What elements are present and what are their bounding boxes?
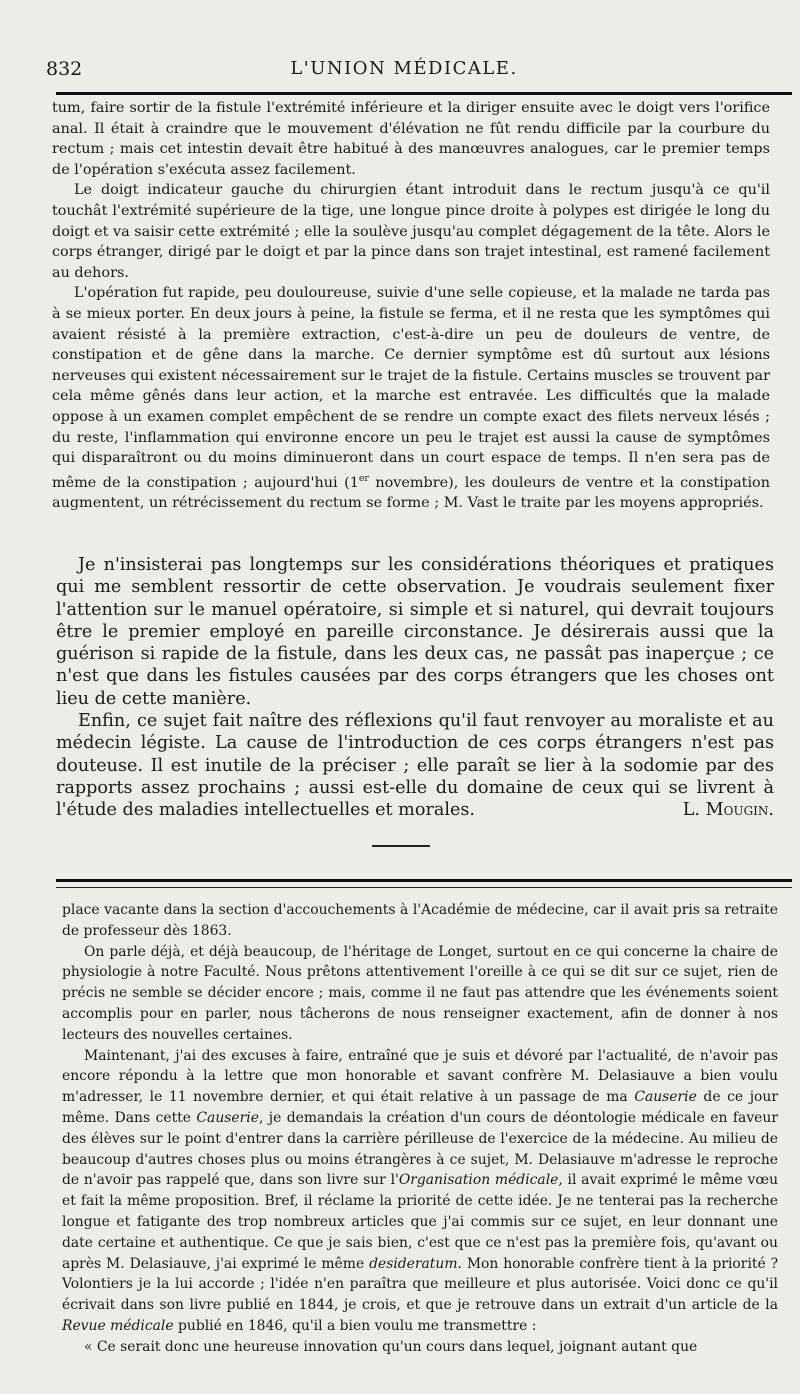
section-rule-lower (56, 887, 792, 888)
paragraph: Le doigt indicateur gauche du chirurgien étant introduit dans le rectum jusqu'à ce qu'il touchât l'extrémité supérieure de la tige, une longue pince droite à polypes est dirigée le long du doigt et va saisir cette extrémité ; elle la soulève jusqu'au complet dégagement de la tête. Alors le corps étranger, dirigé par le doigt et par la pince dans son trajet intestinal, est ramené facilement au dehors. (52, 182, 770, 281)
page-number: 832 (46, 58, 83, 80)
separator-rule (372, 845, 430, 847)
page-header (46, 58, 762, 84)
paragraph: place vacante dans la section d'accouchements à l'Académie de médecine, car il avait pris sa retraite de professeur dès 1863. (62, 902, 778, 939)
paragraph: Enfin, ce sujet fait naître des réflexions qu'il faut renvoyer au moraliste et au médecin légiste. La cause de l'introduction de ces corps étrangers n'est pas douteuse. Il est inutile de la préciser ; elle paraît se lier à la sodomie par des rapports assez prochains ; aussi est-elle du domaine de ceux qui se livrent à l'étude des maladies intellectuelles et morales. L. Mougin. (56, 711, 774, 821)
paragraph: L'opération fut rapide, peu douloureuse, suivie d'une selle copieuse, et la malade ne tarda pas à se mieux porter. En deux jours à peine, la fistule se ferma, et il ne resta que les symptômes qui avaient résisté à la première extraction, c'est-à-dire un peu de douleurs de ventre, de constipation et de gêne dans la marche. Ce dernier symptôme est dû surtout aux lésions nerveuses qui existent nécessairement sur le trajet de la fistule. Certains muscles se trouvent par cela même gênés dans leur action, et la marche est entravée. Les difficultés que la malade oppose à un examen complet empêchent de se rendre un compte exact des filets nerveux lésés ; du reste, l'inflammation qui environne encore un peu le trajet est aussi la cause de symptômes qui disparaîtront ou du moins diminueront dans un court espace de temps. Il n'en sera pas de même de la constipation ; aujourd'hui (1er novembre), les douleurs de ventre et la constipation augmentent, un rétrécissement du rectum se forme ; M. Vast le traite par les moyens appropriés. (52, 285, 770, 512)
section-rule-upper (56, 879, 792, 882)
signature: L. Mougin. (682, 800, 774, 821)
paragraph: Maintenant, j'ai des excuses à faire, entraîné que je suis et dévoré par l'actualité, de n'avoir pas encore répondu à la lettre que mon honorable et savant confrère M. Delasiauve a bien voulu m'adresser, le 11 novembre dernier, et qui était relative à un passage de ma Causerie de ce jour même. Dans cette Causerie, je demandais la création d'un cours de déontologie médicale en faveur des élèves sur le point d'entrer dans la carrière périlleuse de l'exercice de la médecine. Au milieu de beaucoup d'autres choses plus ou moins étrangères à ce sujet, M. Delasiauve m'adresse le reproche de n'avoir pas rappelé que, dans son livre sur l'Organisation médicale, il avait exprimé le même vœu et fait la même proposition. Bref, il réclame la priorité de cette idée. Je ne tenterai pas la recherche longue et fatigante des trop nombreux articles que j'ai commis sur ce sujet, en leur donnant une date certaine et authentique. Ce que je sais bien, c'est que ce n'est pas la première fois, qu'avant ou après M. Delasiauve, j'ai exprimé le même desideratum. Mon honorable confrère tient à la priorité ? Volontiers je la lui accorde ; l'idée n'en paraîtra que meilleure et plus autorisée. Voici donc ce qu'il écrivait dans son livre publié en 1844, je crois, et que je retrouve dans un extrait d'un article de la Revue médicale publié en 1846, qu'il a bien voulu me transmettre : (62, 1047, 779, 1334)
header-rule (56, 92, 792, 95)
middle-section (56, 554, 774, 822)
paragraph: On parle déjà, et déjà beaucoup, de l'héritage de Longet, surtout en ce qui concerne la chaire de physiologie à notre Faculté. Nous prêtons attentivement l'oreille à ce qui se dit sur ce sujet, rien de précis ne semble se décider encore ; mais, comme il ne faut pas attendre que les événements soient accomplis pour en parler, nous tâcherons de nous renseigner exactement, afin de donner à nos lecteurs des nouvelles certaines. (62, 943, 778, 1043)
top-section (52, 98, 770, 514)
paragraph: « Ce serait donc une heureuse innovation qu'un cours dans lequel, joignant autant que (84, 1338, 698, 1355)
paragraph: tum, faire sortir de la fistule l'extrémité inférieure et la diriger ensuite avec le doigt vers l'orifice anal. Il était à craindre que le mouvement d'élévation ne fût rendu difficile par la courbure du rectum ; mais cet intestin devait être habitué à des manœuvres analogues, car le premier temps de l'opération s'exécuta assez facilement. (52, 100, 770, 178)
bottom-section (62, 900, 778, 1358)
paragraph: Je n'insisterai pas longtemps sur les considérations théoriques et pratiques qui me semblent ressortir de cette observation. Je voudrais seulement fixer l'attention sur le manuel opératoire, si simple et si naturel, qui devrait toujours être le premier employé en pareille circonstance. Je désirerais aussi que la guérison si rapide de la fistule, dans les deux cas, ne passât pas inaperçue ; ce n'est que dans les fistules causées par des corps étrangers que les choses ont lieu de cette manière. (56, 555, 774, 709)
running-head: L'UNION MÉDICALE. (290, 58, 518, 79)
